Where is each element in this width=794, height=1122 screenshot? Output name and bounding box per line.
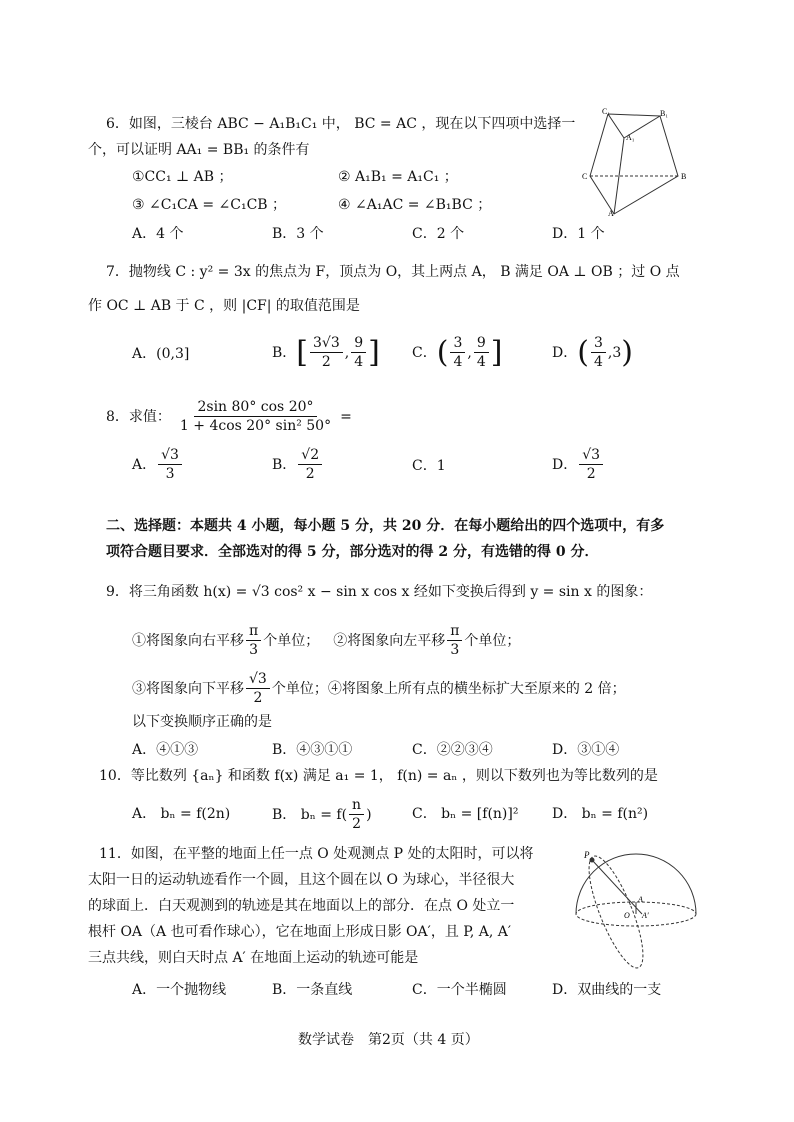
page-footer: 数学试卷 第2页（共 4 页） bbox=[298, 1032, 479, 1048]
q9-step-1-2: ①将图象向右平移 $\frac{\pi}{3}$ 个单位； ②将图象向左平移 $\frac{\pi}{3}$ 个单位； bbox=[132, 623, 521, 658]
q7-stem-line2: 作 OC ⊥ AB 于 C ，则 |CF| 的取值范围是 bbox=[88, 298, 360, 314]
q7-option-d: D． ( $\frac{3}{4}$ ,3 ) bbox=[552, 334, 633, 370]
q9-step-3-4: ③将图象向下平移 $\frac{√3}{2}$ 个单位；④将图象上所有点的横坐标扩大至原来的 2 倍； bbox=[132, 671, 626, 706]
q6-option-d: D．1 个 bbox=[552, 226, 605, 242]
q7-option-b: B． [ $\frac{3√3}{2}$ , $\frac{9}{4}$ ] bbox=[272, 334, 380, 370]
q11-line3: 的球面上．白天观测到的轨迹是其在地面以上的部分．在点 O 处立一 bbox=[88, 898, 515, 914]
q11-hemisphere-figure bbox=[570, 846, 702, 976]
q11-option-c: C．一个半椭圆 bbox=[412, 982, 507, 998]
fig-label-b: B bbox=[681, 172, 687, 181]
q7-stem-line1: 7．抛物线 C : y² = 3x 的焦点为 F，顶点为 O，其上两点 A， B 满足 OA ⊥ OB ；过 O 点 bbox=[106, 264, 680, 280]
q11-line4: 根杆 OA（A 也可看作球心），它在地面上形成日影 OA′，且 P, A, A′ bbox=[88, 924, 512, 940]
q9-option-a: A．④①③ bbox=[132, 742, 199, 758]
q6-stem-line1: 6．如图，三棱台 ABC − A₁B₁C₁ 中， BC = AC ，现在以下四项中选择一 bbox=[106, 116, 576, 132]
q6-condition-1: ①CC₁ ⊥ AB ； bbox=[132, 169, 233, 185]
section2-line2: 项符合题目要求．全部选对的得 5 分，部分选对的得 2 分，有选错的得 0 分． bbox=[106, 544, 599, 560]
q10-option-c: C． bₙ = [f(n)]² bbox=[412, 806, 519, 822]
fig-label-b1: B₁ bbox=[660, 109, 669, 118]
fig-label-o: O bbox=[624, 911, 630, 920]
fig-label-a: A bbox=[608, 209, 614, 218]
q6-option-c: C．2 个 bbox=[412, 226, 465, 242]
q10-option-a: A． bₙ = f(2n) bbox=[132, 806, 231, 822]
q6-condition-2: ② A₁B₁ = A₁C₁ ； bbox=[338, 169, 458, 185]
fig-label-p: P bbox=[584, 850, 590, 860]
q10-option-b: B． bₙ = f( $\frac{n}{2}$ ) bbox=[272, 797, 372, 832]
q6-option-a: A．4 个 bbox=[132, 226, 184, 242]
q11-line5: 三点共线，则白天时点 A′ 在地面上运动的轨迹可能是 bbox=[88, 950, 419, 966]
q11-option-a: A．一个抛物线 bbox=[132, 982, 227, 998]
q9-prompt: 以下变换顺序正确的是 bbox=[132, 714, 272, 730]
q11-line2: 太阳一日的运动轨迹看作一个圆，且这个圆在以 O 为球心，半径很大 bbox=[88, 872, 515, 888]
fig-label-a-prime: A′ bbox=[642, 911, 649, 920]
q11-line1: 11．如图，在平整的地面上任一点 O 处观测点 P 处的太阳时，可以将 bbox=[99, 846, 534, 862]
q6-condition-3: ③ ∠C₁CA = ∠C₁CB ； bbox=[132, 197, 287, 213]
q10-stem: 10．等比数列 {aₙ} 和函数 f(x) 满足 a₁ = 1， f(n) = aₙ ，则以下数列也为等比数列的是 bbox=[99, 768, 658, 784]
q11-option-d: D．双曲线的一支 bbox=[552, 982, 662, 998]
q9-option-c: C．②②③④ bbox=[412, 742, 493, 758]
q7-option-c: C． ( $\frac{3}{4}$ , $\frac{9}{4}$ ] bbox=[412, 334, 503, 370]
q8-option-d: D． $\frac{√3}{2}$ bbox=[552, 446, 605, 483]
sun-point bbox=[590, 858, 595, 863]
q7-a-value: (0,3] bbox=[156, 346, 190, 362]
q6-frustum-figure bbox=[580, 106, 700, 218]
q6-stem-line2: 个，可以证明 AA₁ = BB₁ 的条件有 bbox=[88, 142, 310, 158]
q8-stem: 8．求值： $\frac{2\sin 80^\circ \cos 20^\circ}{\text{1 + 4cos 20° sin² 50°}}$ = bbox=[106, 399, 352, 434]
q7-option-a: A．(0,3] bbox=[132, 346, 190, 362]
q10-option-d: D． bₙ = f(n²) bbox=[552, 806, 649, 822]
fig-label-c: C bbox=[582, 172, 588, 181]
q11-option-b: B．一条直线 bbox=[272, 982, 353, 998]
q6-condition-4: ④ ∠A₁AC = ∠B₁BC ； bbox=[338, 197, 492, 213]
section2-line1: 二、选择题：本题共 4 小题，每小题 5 分，共 20 分．在每小题给出的四个选项中，有多 bbox=[106, 518, 665, 534]
q8-option-a: A． $\frac{√3}{3}$ bbox=[132, 446, 184, 483]
q9-option-d: D．③①④ bbox=[552, 742, 620, 758]
q6-option-b: B．3 个 bbox=[272, 226, 324, 242]
fig-label-a1: A₁ bbox=[626, 133, 635, 142]
fig-label-c1: C₁ bbox=[602, 107, 611, 116]
q9-stem: 9．将三角函数 h(x) = √3 cos² x − sin x cos x 经如下变换后得到 y = sin x 的图象： bbox=[106, 584, 653, 600]
fig-label-a: A bbox=[638, 895, 643, 904]
q9-option-b: B．④③①① bbox=[272, 742, 353, 758]
q8-option-c: C．1 bbox=[412, 458, 446, 474]
q8-option-b: B． $\frac{√2}{2}$ bbox=[272, 446, 324, 483]
